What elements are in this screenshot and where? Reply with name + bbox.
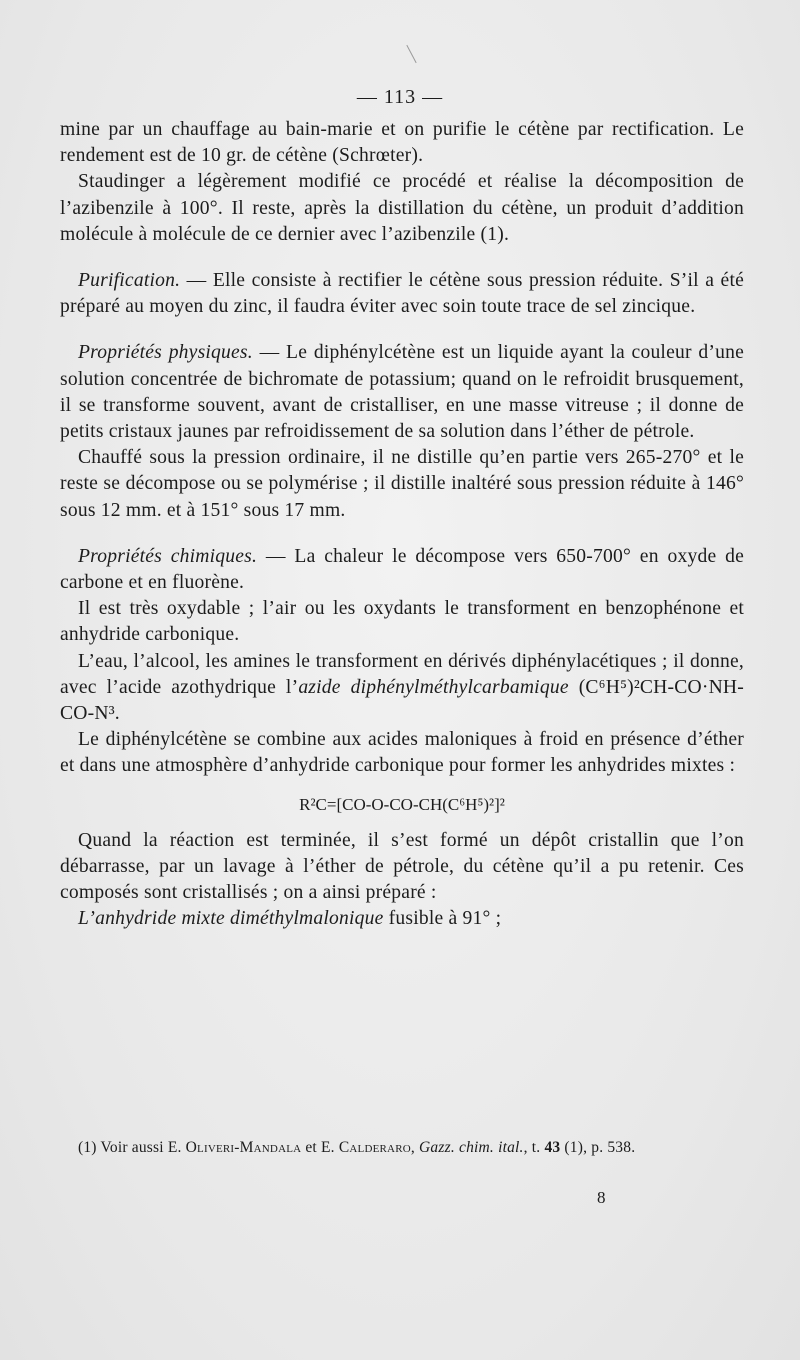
paragraph-physical-properties bbox=[60, 340, 744, 445]
paragraph-crystalline-deposit: Quand la réaction est terminée, il s’est formé un dépôt cristallin que l’on débarrasse, par un lavage à l’éther de pétrole, du cétène qu’il a pu retenir. Ces composés sont cristallisés ; on a ainsi préparé : bbox=[60, 829, 744, 904]
anhydride-name: L’anhydride mixte diméthylmalonique bbox=[78, 908, 384, 930]
footnote-journal: Gazz. chim. ital. bbox=[419, 1139, 524, 1156]
margin-mark bbox=[406, 45, 416, 63]
paragraph-anhydride bbox=[60, 906, 744, 932]
paragraph-malonic: Le diphénylcétène se combine aux acides maloniques à froid en présence d’éther et dans une atmosphère d’anhydride carbonique pour former les anhydrides mixtes : bbox=[60, 729, 744, 777]
footnote-author-2: Calderaro bbox=[338, 1139, 411, 1156]
footnote-author-1: Oliveri-Mandala bbox=[185, 1139, 302, 1156]
paragraph-chemical-properties bbox=[60, 544, 744, 596]
paragraph-oxidation: Il est très oxydable ; l’air ou les oxydants le transforment en benzophénone et anhydride carbonique. bbox=[60, 598, 744, 646]
paragraph-staudinger: Staudinger a légèrement modifié ce procédé et réalise la décomposition de l’azibenzile à 100°. Il reste, après la distillation du cétène, un produit d’addition molécule à molécule de ce dernier avec l’azibenzile (1). bbox=[60, 171, 744, 245]
paragraph-purification bbox=[60, 268, 744, 320]
purification-text: — Elle consiste à rectifier le cétène sous pression réduite. S’il a été préparé au moyen du zinc, il faudra éviter avec soin toute trace de sel zincique. bbox=[60, 270, 744, 318]
chemical-formula: R²C=[CO-O-CO-CH(C⁶H⁵)²]² bbox=[299, 794, 505, 814]
page-number: — 113 — bbox=[356, 86, 444, 108]
section-label-physical: Propriétés physiques. bbox=[78, 342, 253, 364]
paragraph-continuation: mine par un chauffage au bain-marie et on purifie le cétène par rectification. Le rendement est de 10 gr. de cétène (Schrœter). bbox=[60, 119, 744, 167]
paragraph-derivatives: L’eau, l’alcool, les amines le transforment en dérivés diphénylacétiques ; il donne, avec l’acide azothydrique l’azide diphénylméthylcarbamique (C⁶H⁵)²CH-CO·NH-CO-N³. bbox=[60, 650, 745, 725]
section-label-chemical: Propriétés chimiques. bbox=[78, 545, 258, 567]
azide-formula: (C⁶H⁵)²CH-CO·NH-CO-N³. bbox=[60, 676, 745, 725]
footnote: (1) Voir aussi E. Oliveri-Mandala et E. Calderaro, Gazz. chim. ital., t. 43 (1), p. 538. bbox=[78, 1139, 636, 1156]
paragraph-distillation: Chauffé sous la pression ordinaire, il ne distille qu’en partie vers 265-270° et le reste se décompose ou se polymérise ; il distille inaltéré sous pression réduite à 146° sous 12 mm. et à 151° sous 17 mm. bbox=[60, 447, 744, 521]
azide-name: azide diphénylméthylcarbamique bbox=[298, 676, 569, 698]
body-text bbox=[60, 117, 744, 933]
section-label-purification: Purification. bbox=[78, 270, 181, 292]
footnote-volume: 43 bbox=[544, 1139, 561, 1156]
printer-signature-mark: 8 bbox=[597, 1188, 606, 1207]
physical-text: — Le diphénylcétène est un liquide ayant la couleur d’une solution concentrée de bichromate de potassium; quand on le refroidit brusquement, il se transforme souvent, avant de cristalliser, en une masse vitreuse ; il donne de petits cristaux jaunes par refroidissement de sa solution dans l’éther de pétrole. bbox=[60, 342, 745, 443]
anhydride-melting-point: fusible à 91° ; bbox=[383, 908, 502, 930]
chemical-text: — La chaleur le décompose vers 650-700° en oxyde de carbone et en fluorène. bbox=[60, 545, 744, 594]
